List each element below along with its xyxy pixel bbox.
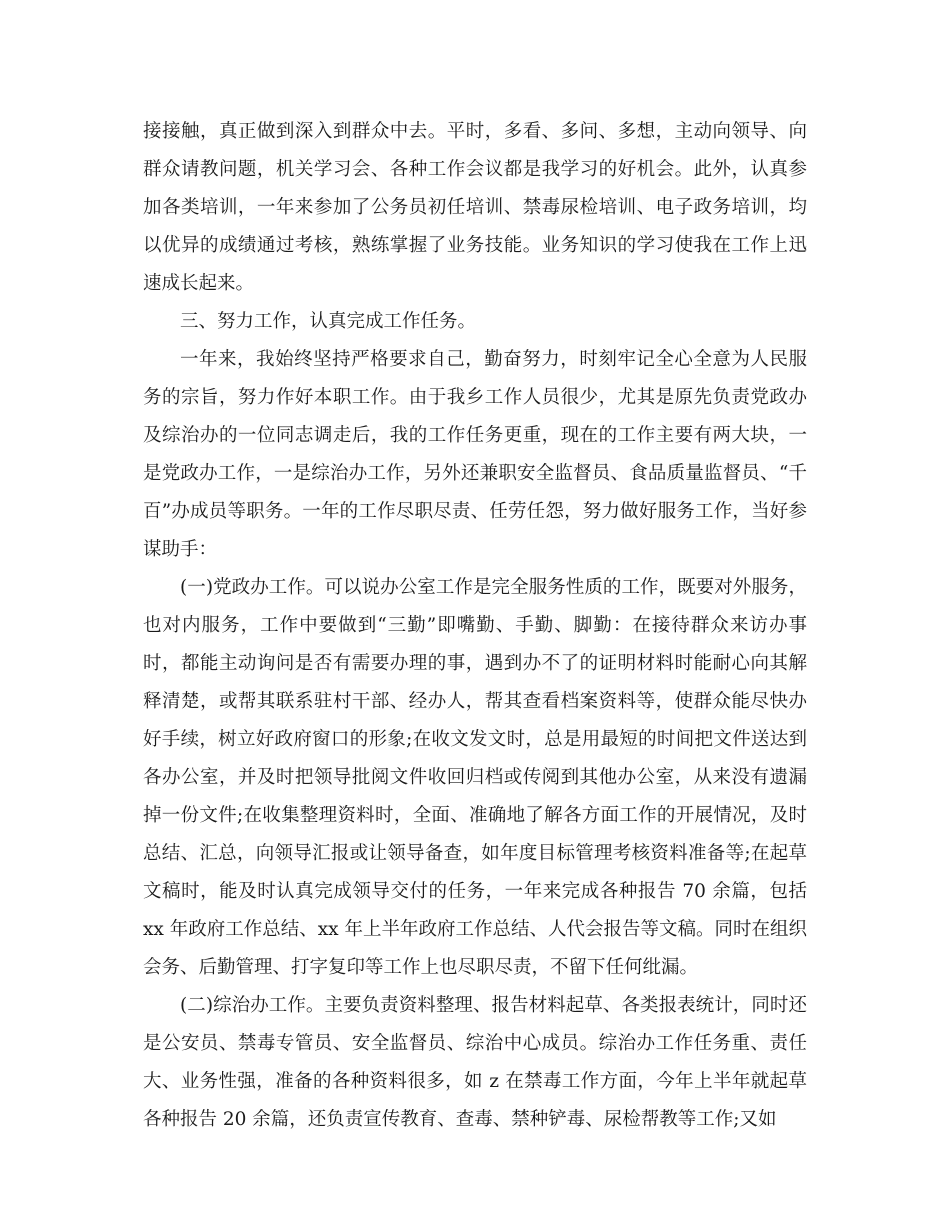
paragraph-3: 一年来，我始终坚持严格要求自己，勤奋努力，时刻牢记全心全意为人民服务的宗旨，努力作好本职工作。由于我乡工作人员很少，尤其是原先负责党政办及综治办的一位同志调走后，我的工作任务更重，现在的工作主要有两大块，一是党政办工作，一是综治办工作，另外还兼职安全监督员、食品质量监督员、“千百”办成员等职务。一年的工作尽职尽责、任劳任怨，努力做好服务工作，当好参谋助手： <box>143 349 807 560</box>
paragraph-4-party-office-work: (一)党政办工作。可以说办公室工作是完全服务性质的工作，既要对外服务，也对内服务，工作中要做到“三勤”即嘴勤、手勤、脚勤：在接待群众来访办事时，都能主动询问是否有需要办理的事，遇到办不了的证明材料时能耐心向其解释清楚，或帮其联系驻村干部、经办人，帮其查看档案资料等，使群众能尽快办好手续，树立好政府窗口的形象;在收文发文时，总是用最短的时间把文件送达到各办公室，并及时把领导批阅文件收回归档或传阅到其他办公室，从来没有遗漏掉一份文件;在收集整理资料时，全面、准确地了解各方面工作的开展情况，及时总结、汇总，向领导汇报或让领导备查，如年度目标管理考核资料准备等;在起草文稿时，能及时认真完成领导交付的任务，一年来完成各种报告 70 余篇，包括 xx 年政府工作总结、xx 年上半年政府工作总结、人代会报告等文稿。同时在组织会务、后勤管理、打字复印等工作上也尽职尽责，不留下任何纰漏。 <box>143 577 807 978</box>
paragraph-5-comprehensive-governance-work: (二)综治办工作。主要负责资料整理、报告材料起草、各类报表统计，同时还是公安员、禁毒专管员、安全监督员、综治中心成员。综治办工作任务重、责任大、业务性强，准备的各种资料很多，如 z 在禁毒工作方面，今年上半年就起草各种报告 20 余篇，还负责宣传教育、查毒、禁种铲毒、尿检帮教等工作;又如 <box>143 995 807 1130</box>
document-body <box>143 113 807 1139</box>
paragraph-1: 接接触，真正做到深入到群众中去。平时，多看、多问、多想，主动向领导、向群众请教问题，机关学习会、各种工作会议都是我学习的好机会。此外，认真参加各类培训，一年来参加了公务员初任培训、禁毒尿检培训、电子政务培训，均以优异的成绩通过考核，熟练掌握了业务技能。业务知识的学习使我在工作上迅速成长起来。 <box>143 121 807 294</box>
paragraph-2-section-heading: 三、努力工作，认真完成工作任务。 <box>180 311 477 332</box>
